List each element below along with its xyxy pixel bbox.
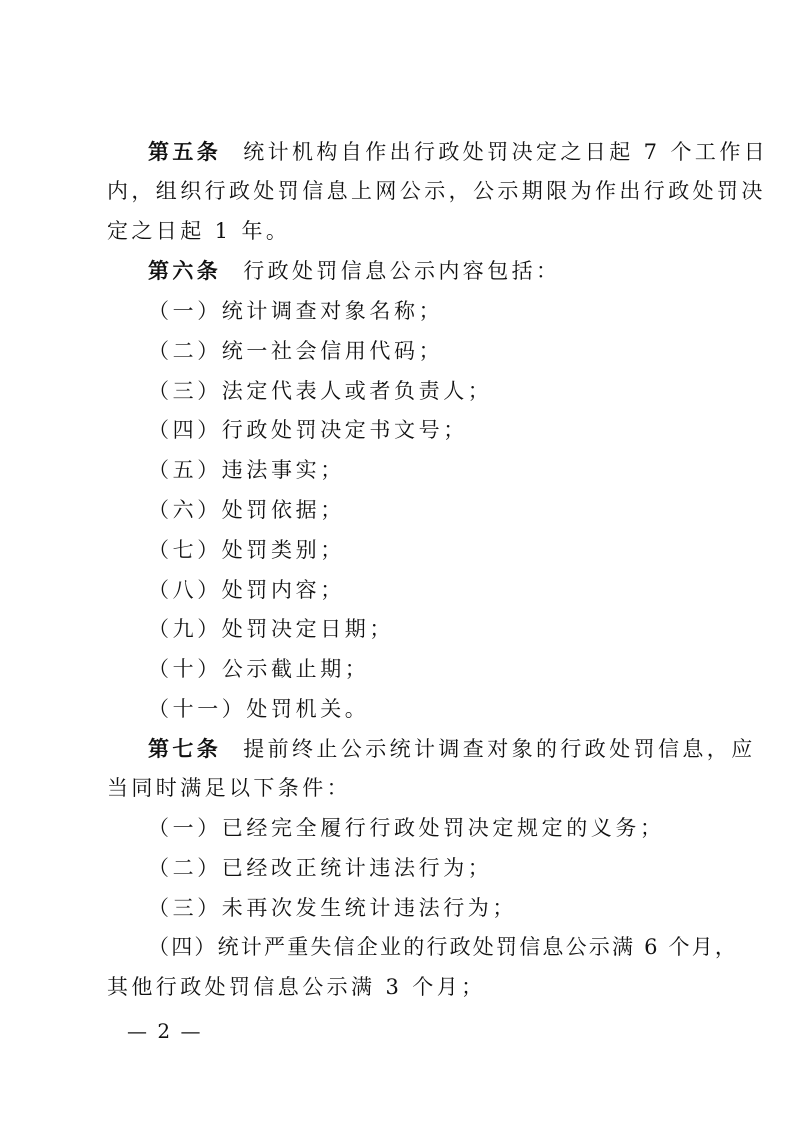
article5-line2: 内，组织行政处罚信息上网公示，公示期限为作出行政处罚决 (107, 179, 766, 203)
article6-item-7: （七）处罚类别； (148, 538, 345, 562)
article7-title: 第七条 (148, 737, 222, 761)
article6-item-2: （二）统一社会信用代码； (148, 339, 444, 363)
article6-item-9: （九）处罚决定日期； (148, 617, 394, 641)
article6-item-1: （一）统计调查对象名称； (148, 299, 444, 323)
article5-first-line (148, 137, 793, 167)
article6-first-line (148, 256, 793, 286)
article6-item-5: （五）违法事实； (148, 458, 345, 482)
article7-first-line (148, 734, 793, 764)
article7-item-3: （三）未再次发生统计违法行为； (148, 896, 517, 920)
article6-item-10: （十）公示截止期； (148, 657, 370, 681)
article7-item-2: （二）已经改正统计违法行为； (148, 856, 493, 880)
article6-item-4: （四）行政处罚决定书文号； (148, 418, 468, 442)
article7-text: 提前终止公示统计调查对象的行政处罚信息，应 (243, 737, 756, 761)
article6-item-6: （六）处罚依据； (148, 498, 345, 522)
article6-title: 第六条 (148, 259, 222, 283)
page-number: — 2 — (127, 1019, 203, 1043)
article6-item-3: （三）法定代表人或者负责人； (148, 379, 493, 403)
article5-title: 第五条 (148, 140, 222, 164)
article7-item-1: （一）已经完全履行行政处罚决定规定的义务； (148, 816, 665, 840)
article5-text: 统计机构自作出行政处罚决定之日起 7 个工作日 (243, 140, 769, 164)
article6-item-8: （八）处罚内容； (148, 578, 345, 602)
article6-text: 行政处罚信息公示内容包括： (243, 259, 561, 283)
article7-last-line: 其他行政处罚信息公示满 3 个月； (107, 975, 486, 999)
article7-item-4: （四）统计严重失信企业的行政处罚信息公示满 6 个月， (148, 935, 739, 959)
article7-line2: 当同时满足以下条件： (107, 776, 351, 800)
article6-item-11: （十一）处罚机关。 (148, 697, 370, 721)
article5-line3: 定之日起 1 年。 (107, 219, 291, 243)
